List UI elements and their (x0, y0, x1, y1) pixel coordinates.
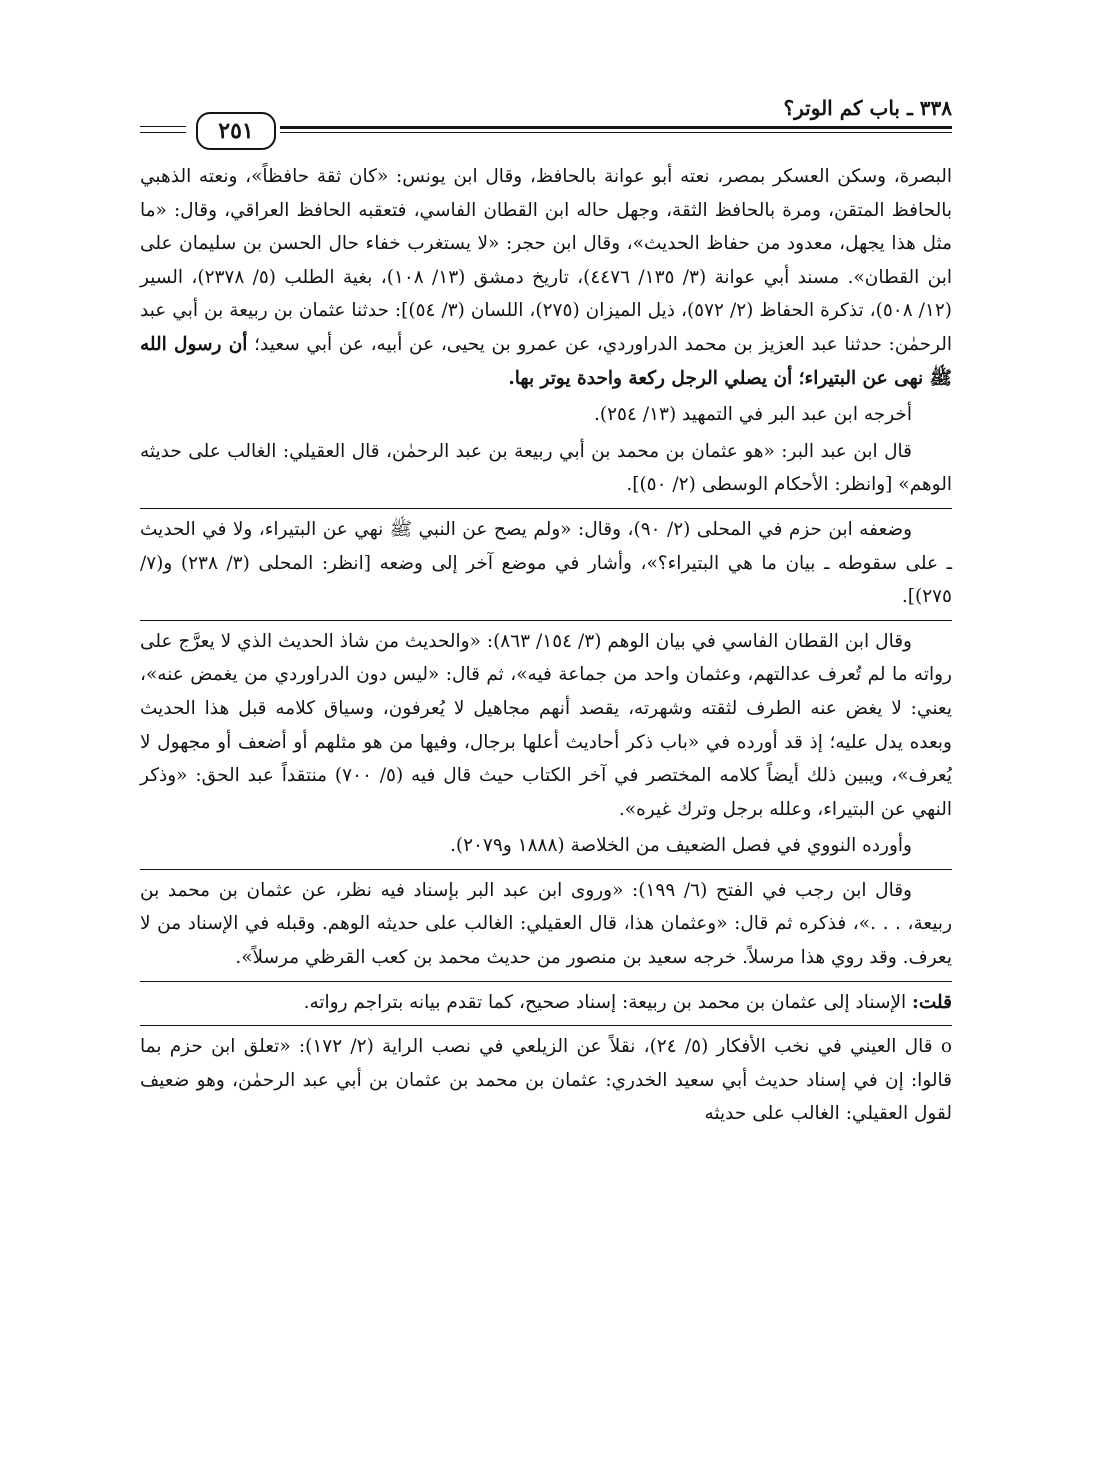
main-text (140, 160, 952, 1131)
paragraph-1-text: البصرة، وسكن العسكر بمصر، نعته أبو عوانة بالحافظ، وقال ابن يونس: «كان ثقة حافظاً»، ونعته الذهبي بالحافظ المتقن، ومرة بالحافظ الثقة، وجهل حاله ابن القطان الفاسي، فتعقبه الحافظ العراقي، وقال: «ما مثل هذا يجهل، معدود من حفاظ الحديث»، وقال ابن حجر: «لا يستغرب خفاء حال الحسن بن سليمان على ابن القطان». مسند أبي عوانة (٣/ ١٣٥/ ٤٤٧٦)، تاريخ دمشق (١٣/ ١٠٨)، بغية الطلب (٥/ ٢٣٧٨)، السير (١٢/ ٥٠٨)، تذكرة الحفاظ (٢/ ٥٧٢)، ذيل الميزان (٢٧٥)، اللسان (٣/ ٥٤)]: حدثنا عثمان بن ربيعة بن أبي عبد الرحمٰن: حدثنا عبد العزيز بن محمد الدراوردي، عن عمرو بن يحيى، عن أبيه، عن أبي سعيد؛ (140, 166, 952, 355)
paragraph-9: o قال العيني في نخب الأفكار (٥/ ٢٤)، نقلاً عن الزيلعي في نصب الراية (٢/ ١٧٢): «تعلق ابن حزم بما قالوا: إن في إسناد حديث أبي سعيد الخدري: عثمان بن محمد بن عثمان بن أبي عبد الرحمٰن، وهو ضعيف لقول العقيلي: الغالب على حديثه (140, 1036, 952, 1125)
paragraph-1 (140, 160, 952, 395)
running-header (140, 92, 952, 156)
paragraph-2: أخرجه ابن عبد البر في التمهيد (١٣/ ٢٥٤). (594, 404, 912, 426)
paragraph-8 (140, 986, 952, 1020)
divider-1 (140, 508, 952, 509)
divider-4 (140, 981, 952, 982)
header-rule-left-top (140, 126, 186, 127)
divider-3 (140, 869, 952, 870)
header-rule-thick (280, 126, 952, 129)
page-number: ٢٥١ (196, 112, 276, 150)
qultu-label: قلت: (912, 991, 952, 1013)
divider-5 (140, 1025, 952, 1026)
paragraph-1-hadith: أن رسول الله ﷺ نهى عن البتيراء؛ أن يصلي الرجل ركعة واحدة يوتر بها. (140, 333, 952, 389)
paragraph-3: قال ابن عبد البر: «هو عثمان بن محمد بن أبي ربيعة بن عبد الرحمٰن، قال العقيلي: الغالب على حديثه الوهم» [وانظر: الأحكام الوسطى (٢/ ٥٠)]. (140, 440, 952, 496)
header-rule-left-bottom (140, 132, 186, 133)
paragraph-4: وضعفه ابن حزم في المحلى (٢/ ٩٠)، وقال: «ولم يصح عن النبي ﷺ نهي عن البتيراء، ولا في الحديث ـ على سقوطه ـ بيان ما هي البتيراء؟»، وأشار في موضع آخر إلى وضعه [انظر: المحلى (٣/ ٢٣٨) و(٧/ ٢٧٥)]. (140, 518, 953, 608)
paragraph-5: وقال ابن القطان الفاسي في بيان الوهم (٣/ ١٥٤/ ٨٦٣): «والحديث من شاذ الحديث الذي لا يعرَّج على رواته ما لم تُعرف عدالتهم، وعثمان واحد من جماعة فيه»، ثم قال: «ليس دون الدراوردي من يغمض عنه»، يعني: لا يغض عنه الطرف لثقته وشهرته، يقصد أنهم مجاهيل لا يُعرفون، وسياق كلامه قبل هذا الحديث وبعده يدل عليه؛ إذ قد أورده في «باب ذكر أحاديث أعلها برجال، وفيها من هو مثلهم أو أضعف أو مجهول لا يُعرف»، ويبين ذلك أيضاً كلامه المختصر في آخر الكتاب حيث قال فيه (٥/ ٧٠٠) منتقداً عبد الحق: «وذكر النهي عن البتيراء، وعلله برجل وترك غيره». (140, 630, 952, 820)
divider-2 (140, 620, 952, 621)
paragraph-8-text: الإسناد إلى عثمان بن محمد بن ربيعة: إسناد صحيح، كما تقدم بيانه بتراجم رواته. (303, 991, 907, 1013)
paragraph-6: وأورده النووي في فصل الضعيف من الخلاصة (١٨٨٨ و٢٠٧٩). (449, 835, 912, 857)
book-page (140, 0, 952, 1471)
paragraph-7: وقال ابن رجب في الفتح (٦/ ١٩٩): «وروى ابن عبد البر بإسناد فيه نظر، عن عثمان بن محمد بن ربيعة، . . .»، فذكره ثم قال: «وعثمان هذا، قال العقيلي: الغالب على حديثه الوهم. وقبله في الإسناد من لا يعرف. وقد روي هذا مرسلاً. خرجه سعيد بن منصور من حديث محمد بن كعب القرظي مرسلاً». (140, 879, 953, 969)
chapter-title: ٣٣٨ ـ باب كم الوتر؟ (783, 96, 952, 120)
header-rule-thin (280, 132, 952, 133)
